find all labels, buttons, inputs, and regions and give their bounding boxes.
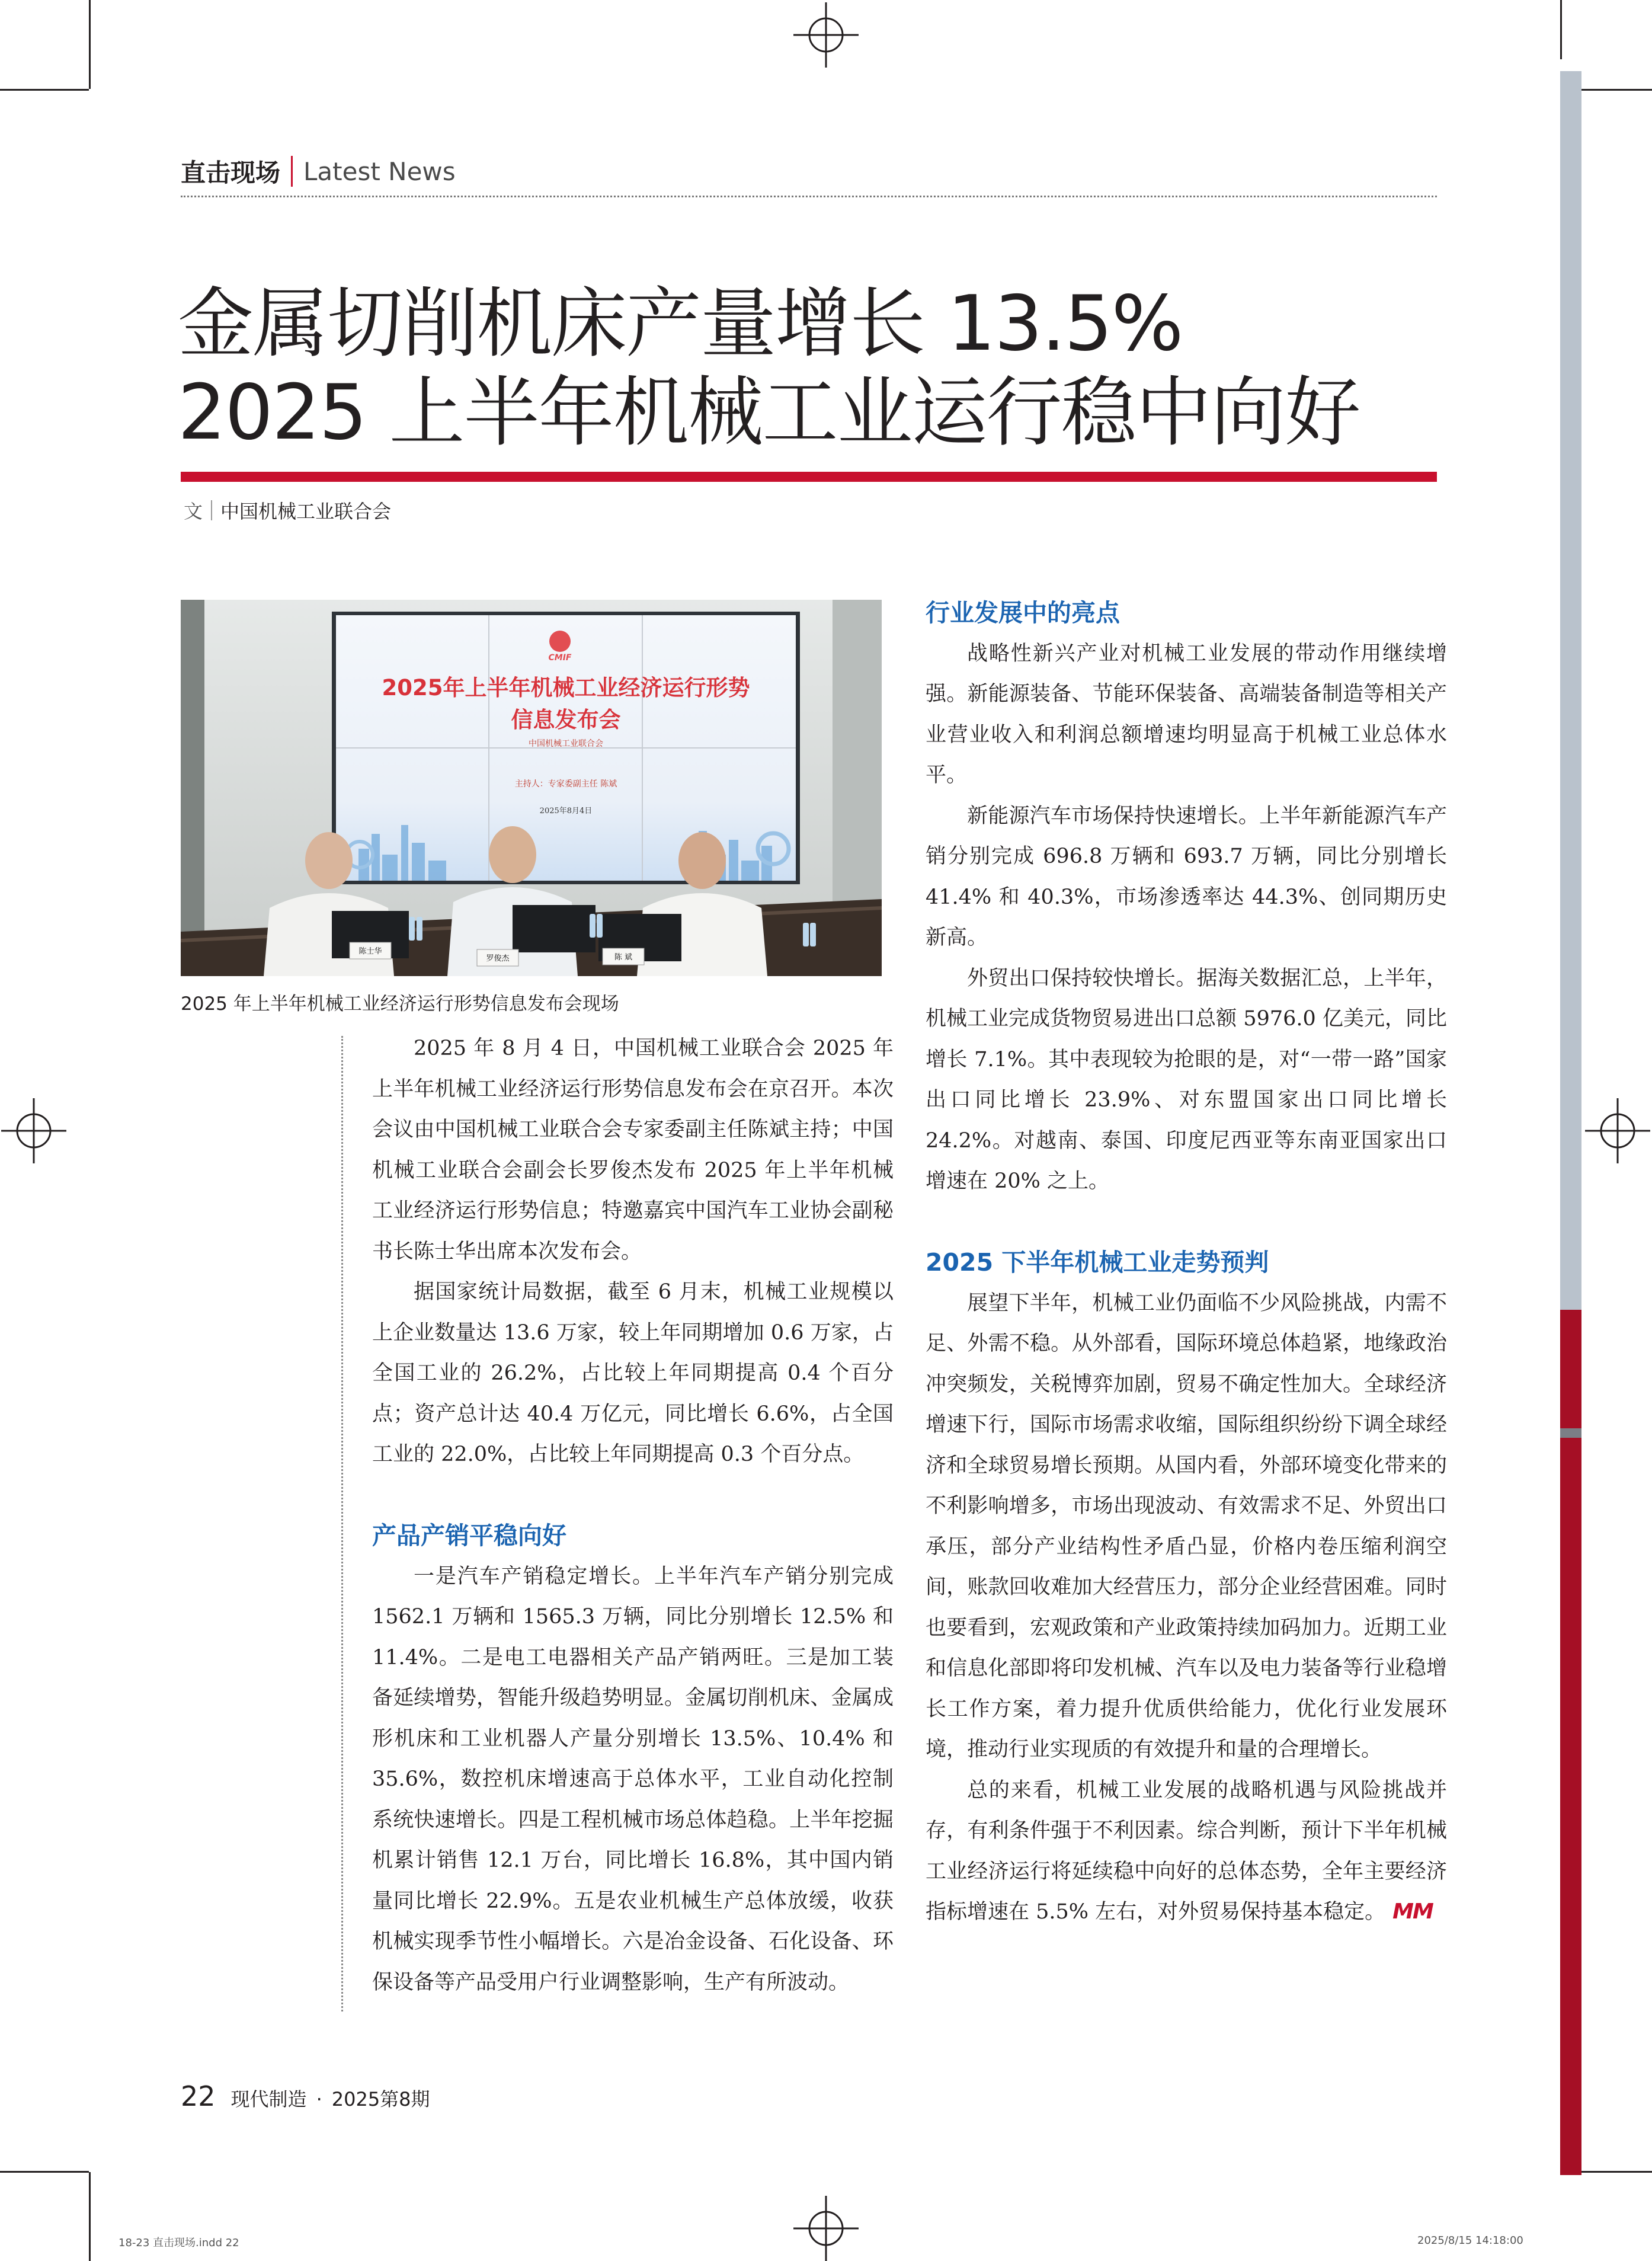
section-heading: 行业发展中的亮点 xyxy=(926,599,1120,627)
section-name-english: Latest News xyxy=(303,156,456,186)
slug-timestamp: 2025/8/15 14:18:00 xyxy=(1417,2234,1523,2247)
paragraph: 战略性新兴产业对机械工业发展的带动作用继续增强。新能源装备、节能环保装备、高端装备制造等相关产业营业收入和利润总额增速均明显高于机械工业总体水平。 xyxy=(926,641,1447,787)
closing-text: 总的来看，机械工业发展的战略机遇与风险挑战并存，有利条件强于不利因素。综合判断，预计下半年机械工业经济运行将延续稳中向好的总体态势，全年主要经济指标增速在 5.5% 左右，对外贸易保持基本稳定。 xyxy=(926,1778,1447,1924)
photo-screen-host: 主持人：专家委副主任 陈斌 xyxy=(514,779,617,789)
footer-separator: · xyxy=(316,2088,322,2110)
article-title-line-2: 2025 上半年机械工业运行稳中向好 xyxy=(178,369,1360,457)
photo-screen-title-2: 信息发布会 xyxy=(511,707,621,733)
magazine-name: 现代制造 xyxy=(230,2088,307,2110)
section-heading: 2025 下半年机械工业走势预判 xyxy=(926,1248,1269,1277)
paragraph: 外贸出口保持较快增长。据海关数据汇总，上半年，机械工业完成货物贸易进出口总额 5976.0 亿美元，同比增长 7.1%。其中表现较为抢眼的是，对“一带一路”国家出口同比增长 23.9%、对东盟国家出口同比增长 24.2%。对越南、泰国、印度尼西亚等东南亚国家出口增速在 20% 之上。 xyxy=(926,966,1447,1193)
section-heading: 产品产销平稳向好 xyxy=(372,1521,566,1550)
registration-mark-left xyxy=(1,1098,66,1163)
nameplate-3: 陈 斌 xyxy=(614,953,633,962)
edge-strip-divider xyxy=(1560,1428,1581,1438)
photo-screen-org: 中国机械工业联合会 xyxy=(529,739,603,749)
page-number: 22 xyxy=(181,2080,216,2112)
closing-paragraph xyxy=(926,1770,1447,1933)
photo-screen-date: 2025年8月4日 xyxy=(539,807,593,816)
photo-screen-title-1: 2025年上半年机械工业经济运行形势 xyxy=(382,675,750,701)
conference-photo xyxy=(181,600,882,976)
nameplate-2: 罗俊杰 xyxy=(486,954,510,963)
photo-screen-logo: CMIF xyxy=(548,653,572,663)
byline-separator xyxy=(211,500,212,520)
title-red-rule xyxy=(181,472,1437,482)
paragraph: 新能源汽车市场保持快速增长。上半年新能源汽车产销分别完成 696.8 万辆和 693.7 万辆，同比分别增长 41.4% 和 40.3%，市场渗透率达 44.3%、创同期历史新高。 xyxy=(926,804,1447,949)
paragraph: 2025 年 8 月 4 日，中国机械工业联合会 2025 年上半年机械工业经济运行形势信息发布会在京召开。本次会议由中国机械工业联合会专家委副主任陈斌主持；中国机械工业联合会副会长罗俊杰发布 2025 年上半年机械工业经济运行形势信息；特邀嘉宾中国汽车工业协会副秘书长陈士华出席本次发布会。 xyxy=(372,1037,894,1264)
photo-caption: 2025 年上半年机械工业经济运行形势信息发布会现场 xyxy=(181,993,619,1015)
byline-prefix: 文 xyxy=(184,500,203,523)
byline-author: 中国机械工业联合会 xyxy=(220,500,392,523)
nameplate-1: 陈士华 xyxy=(358,947,382,956)
section-separator xyxy=(291,156,293,187)
crop-mark-bottom-left-h xyxy=(0,2171,89,2173)
crop-mark-top-right-h xyxy=(1576,89,1652,91)
edge-strip-red xyxy=(1560,1310,1581,2175)
registration-mark-bottom xyxy=(793,2196,859,2261)
registration-mark-top xyxy=(793,2,859,68)
left-column xyxy=(372,1028,894,2003)
crop-mark-top-left-v xyxy=(89,0,91,89)
section-name: 直击现场 xyxy=(181,158,281,187)
crop-mark-top-left-h xyxy=(0,89,89,91)
crop-mark-bottom-right-h xyxy=(1576,2171,1652,2173)
page-footer xyxy=(181,2080,430,2112)
issue-number: 2025第8期 xyxy=(331,2088,430,2110)
section-header xyxy=(181,153,456,190)
paragraph: 一是汽车产销稳定增长。上半年汽车产销分别完成 1562.1 万辆和 1565.3 万辆，同比分别增长 12.5% 和 11.4%。二是电工电器相关产品产销两旺。三是加工装备延续增势，智能升级趋势明显。金属切削机床、金属成形机床和工业机器人产量分别增长 13.5%、10.4% 和 35.6%，数控机床增速高于总体水平，工业自动化控制系统快速增长。四是工程机械市场总体趋稳。上半年挖掘机累计销售 12.1 万台，同比增长 16.8%，其中国内销量同比增长 22.9%。五是农业机械生产总体放缓，收获机械实现季节性小幅增长。六是冶金设备、石化设备、环保设备等产品受用户行业调整影响，生产有所波动。 xyxy=(372,1564,894,1994)
crop-mark-bottom-left-v xyxy=(89,2172,91,2261)
crop-mark-top-right-v xyxy=(1560,0,1562,59)
right-column xyxy=(926,593,1447,1933)
header-dotted-rule xyxy=(181,196,1437,197)
article-title-line-1: 金属切削机床产量增长 13.5% xyxy=(178,280,1183,368)
registration-mark-right xyxy=(1585,1098,1650,1163)
end-mark-logo: MM xyxy=(1392,1899,1433,1924)
edge-strip-grey xyxy=(1560,71,1581,1310)
byline xyxy=(184,497,391,524)
paragraph: 展望下半年，机械工业仍面临不少风险挑战，内需不足、外需不稳。从外部看，国际环境总体趋紧，地缘政治冲突频发，关税博弈加剧，贸易不确定性加大。全球经济增速下行，国际市场需求收缩，国际组织纷纷下调全球经济和全球贸易增长预期。从国内看，外部环境变化带来的不利影响增多，市场出现波动、有效需求不足、外贸出口承压，部分产业结构性矛盾凸显，价格内卷压缩利润空间，账款回收难加大经营压力，部分企业经营困难。同时也要看到，宏观政策和产业政策持续加码加力。近期工业和信息化部即将印发机械、汽车以及电力装备等行业稳增长工作方案，着力提升优质供给能力，优化行业发展环境，推动行业实现质的有效提升和量的合理增长。 xyxy=(926,1291,1447,1761)
paragraph: 据国家统计局数据，截至 6 月末，机械工业规模以上企业数量达 13.6 万家，较上年同期增加 0.6 万家，占全国工业的 26.2%，占比较上年同期提高 0.4 个百分点；资产总计达 40.4 万亿元，同比增长 6.6%，占全国工业的 22.0%，占比较上年同期提高 0.3 个百分点。 xyxy=(372,1280,894,1466)
slug-file-name: 18-23 直击现场.indd 22 xyxy=(119,2237,239,2249)
left-column-dotted-rule xyxy=(341,1036,343,2011)
